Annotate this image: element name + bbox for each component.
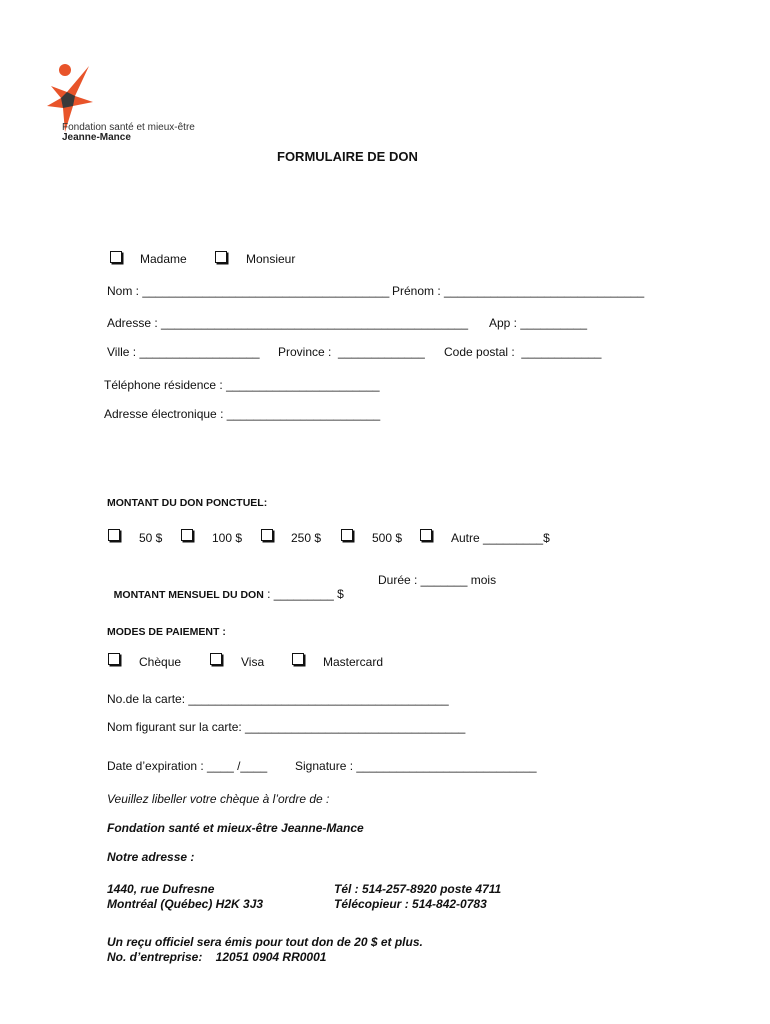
section-paiement: MODES DE PAIEMENT : [107, 626, 226, 638]
contact-fax: Télécopieur : 514-842-0783 [334, 897, 487, 911]
checkbox-cheque[interactable] [108, 653, 120, 665]
field-nom[interactable]: Nom : _____________________________________ [107, 284, 390, 298]
checkbox-monsieur[interactable] [215, 251, 227, 263]
checkbox-madame[interactable] [110, 251, 122, 263]
logo-line-1: Fondation santé et mieux-être [62, 122, 195, 133]
label-mastercard: Mastercard [323, 655, 384, 669]
receipt-note: Un reçu officiel sera émis pour tout don de 20 $ et plus. [107, 935, 423, 949]
label-500: 500 $ [372, 531, 403, 545]
checkbox-autre[interactable] [420, 529, 432, 541]
field-ville[interactable]: Ville : __________________ [107, 345, 260, 359]
label-monsieur: Monsieur [246, 252, 296, 266]
field-signature[interactable]: Signature : ___________________________ [295, 759, 537, 773]
label-visa: Visa [241, 655, 265, 669]
page-title: FORMULAIRE DE DON [277, 149, 418, 164]
section-don-ponctuel: MONTANT DU DON PONCTUEL: [107, 497, 268, 509]
logo-line-2: Jeanne-Mance [62, 132, 131, 143]
checkbox-100[interactable] [181, 529, 193, 541]
checkbox-500[interactable] [341, 529, 353, 541]
checkbox-250[interactable] [261, 529, 273, 541]
field-don-mensuel[interactable]: : _________ $ [263, 587, 344, 601]
label-250: 250 $ [291, 531, 322, 545]
label-don-mensuel: MONTANT MENSUEL DU DON [113, 589, 264, 601]
field-prenom[interactable]: Prénom : ______________________________ [392, 284, 645, 298]
field-no-carte[interactable]: No.de la carte: _______________________________________ [107, 692, 449, 706]
address-heading: Notre adresse : [107, 850, 195, 864]
business-number: No. d’entreprise: 12051 0904 RR0001 [107, 950, 327, 964]
field-duree[interactable]: Durée : _______ mois [378, 573, 497, 587]
field-courriel[interactable]: Adresse électronique : _______________________ [104, 407, 381, 421]
checkbox-mastercard[interactable] [292, 653, 304, 665]
label-madame: Madame [140, 252, 187, 266]
contact-phone: Tél : 514-257-8920 poste 4711 [334, 882, 502, 896]
checkbox-50[interactable] [108, 529, 120, 541]
field-expiration[interactable]: Date d’expiration : ____ /____ [107, 759, 268, 773]
organisation-name: Fondation santé et mieux-être Jeanne-Mance [107, 821, 364, 835]
checkbox-visa[interactable] [210, 653, 222, 665]
field-province[interactable]: Province : _____________ [278, 345, 425, 359]
label-autre[interactable]: Autre _________$ [451, 531, 550, 545]
label-100: 100 $ [212, 531, 243, 545]
foundation-logo [45, 62, 215, 142]
address-street: 1440, rue Dufresne [107, 882, 215, 896]
cheque-instruction: Veuillez libeller votre chèque à l’ordre de : [107, 792, 330, 806]
row-don-mensuel [107, 573, 344, 601]
field-app[interactable]: App : __________ [489, 316, 588, 330]
field-adresse[interactable]: Adresse : ______________________________________________ [107, 316, 469, 330]
field-telephone[interactable]: Téléphone résidence : _______________________ [104, 378, 380, 392]
field-nom-carte[interactable]: Nom figurant sur la carte: _________________________________ [107, 720, 466, 734]
label-cheque: Chèque [139, 655, 182, 669]
address-city: Montréal (Québec) H2K 3J3 [107, 897, 264, 911]
field-code-postal[interactable]: Code postal : ____________ [444, 345, 602, 359]
label-50: 50 $ [139, 531, 163, 545]
